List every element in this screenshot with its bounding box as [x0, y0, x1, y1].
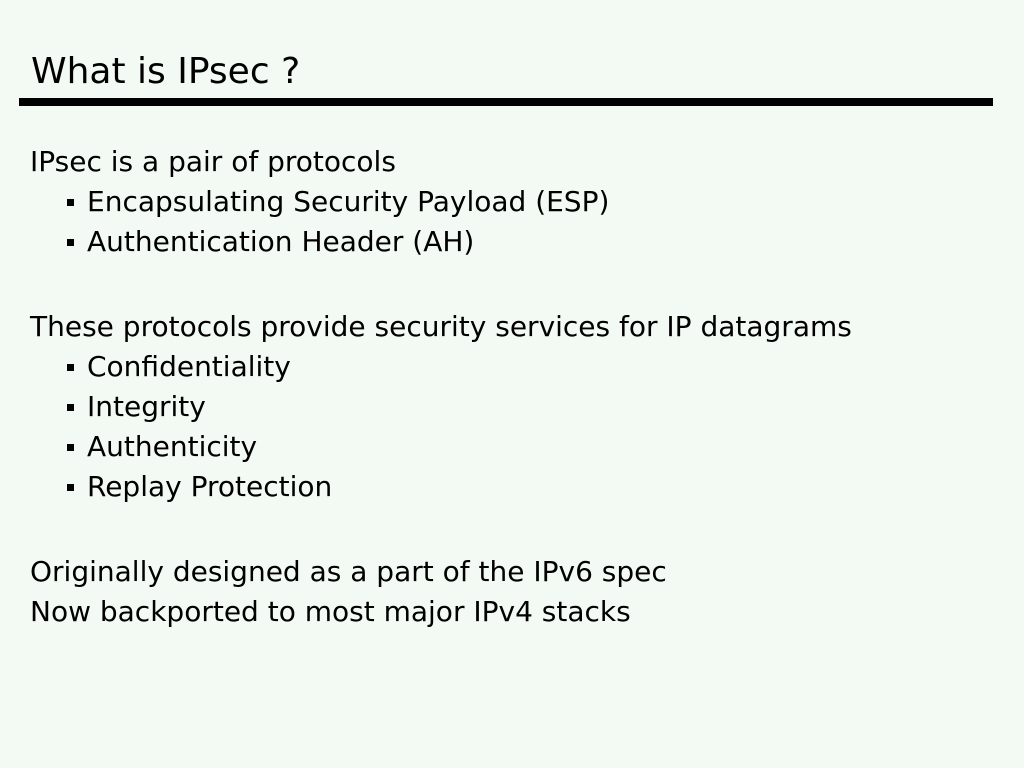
lead-line: Now backported to most major IPv4 stacks [30, 595, 631, 628]
group-gap [30, 262, 990, 307]
bullet-square-icon [67, 404, 74, 411]
lead-line: Originally designed as a part of the IPv6 spec [30, 555, 667, 588]
bullet-text: Replay Protection [87, 470, 333, 503]
bullet-text: Integrity [87, 390, 206, 423]
bullet-text: Authentication Header (AH) [87, 225, 475, 258]
bullet-item [30, 387, 990, 427]
bullet-square-icon [67, 484, 74, 491]
bullet-square-icon [67, 199, 74, 206]
bullet-text: Authenticity [87, 430, 258, 463]
bullet-item [30, 467, 990, 507]
group-gap [30, 507, 990, 552]
bullet-square-icon [67, 364, 74, 371]
bullet-item [30, 427, 990, 467]
bullet-square-icon [67, 444, 74, 451]
bullet-text: Encapsulating Security Payload (ESP) [87, 185, 610, 218]
slide-title: What is IPsec ? [31, 51, 301, 92]
bullet-square-icon [67, 239, 74, 246]
bullet-item [30, 182, 990, 222]
bullet-item [30, 222, 990, 262]
bullet-item [30, 347, 990, 387]
slide-body [30, 142, 990, 632]
title-underline-rule [19, 98, 993, 106]
lead-line: IPsec is a pair of protocols [30, 145, 396, 178]
bullet-text: Confidentiality [87, 350, 291, 383]
lead-line: These protocols provide security services for IP datagrams [30, 310, 852, 343]
